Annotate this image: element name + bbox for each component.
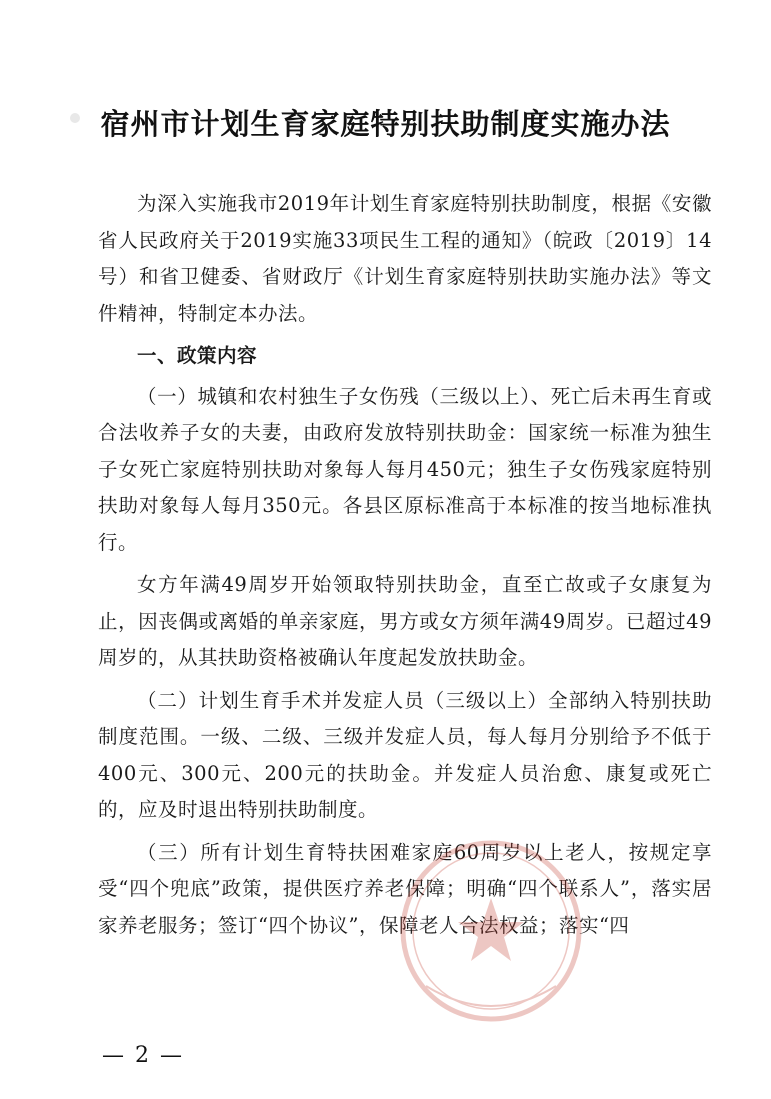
page-number: — 2 — [102, 1043, 184, 1068]
item-2-paragraph: （二）计划生育手术并发症人员（三级以上）全部纳入特别扶助制度范围。一级、二级、三级并发症人员，每人每月分别给予不低于400元、300元、200元的扶助金。并发症人员治愈、康复或死亡的，应及时退出特别扶助制度。 [98, 688, 712, 821]
item-1-paragraph: （一）城镇和农村独生子女伤残（三级以上）、死亡后未再生育或合法收养子女的夫妻，由政府发放特别扶助金：国家统一标准为独生子女死亡家庭特别扶助对象每人每月450元；独生子女伤残家庭特别扶助对象每人每月350元。各县区原标准高于本标准的按当地标准执行。 [98, 384, 712, 554]
intro-paragraph: 为深入实施我市2019年计划生育家庭特别扶助制度，根据《安徽省人民政府关于2019实施33项民生工程的通知》（皖政〔2019〕14号）和省卫健委、省财政厅《计划生育家庭特别扶助实施办法》等文件精神，特制定本办法。 [98, 192, 712, 325]
section-heading-policy: 一、政策内容 [137, 344, 258, 367]
document-title: 宿州市计划生育家庭特别扶助制度实施办法 [100, 107, 671, 141]
document-body [98, 186, 712, 950]
item-1-continuation-paragraph: 女方年满49周岁开始领取特别扶助金，直至亡故或子女康复为止，因丧偶或离婚的单亲家庭，男方或女方须年满49周岁。已超过49周岁的，从其扶助资格被确认年度起发放扶助金。 [98, 573, 712, 669]
item-3-paragraph: （三）所有计划生育特扶困难家庭60周岁以上老人，按规定享受“四个兜底”政策，提供医疗养老保障；明确“四个联系人”，落实居家养老服务；签订“四个协议”，保障老人合法权益；落实“四 [98, 840, 712, 937]
